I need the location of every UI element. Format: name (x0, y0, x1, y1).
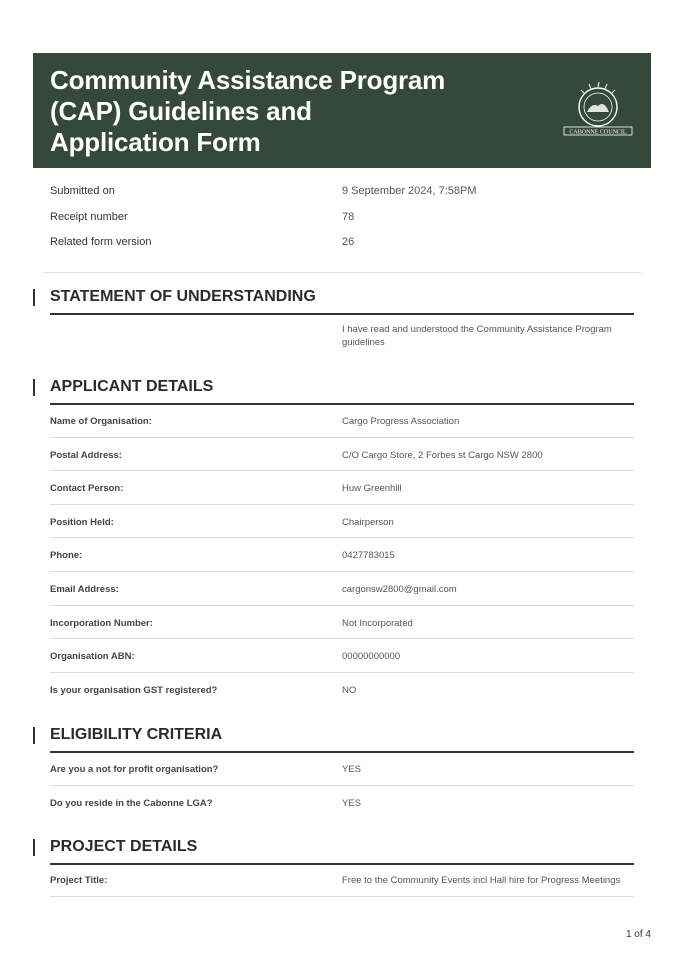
field-label: Are you a not for profit organisation? (50, 764, 219, 775)
section-title: APPLICANT DETAILS (50, 378, 214, 395)
meta-value: 26 (342, 236, 355, 248)
field-label: Email Address: (50, 583, 119, 595)
table-row (50, 438, 634, 472)
section-marker (33, 727, 35, 744)
logo-text: CABONNE COUNCIL (569, 129, 627, 136)
cabonne-council-logo (561, 82, 635, 140)
meta-row (50, 230, 640, 256)
table-row (50, 639, 634, 673)
section-title: PROJECT DETAILS (50, 838, 198, 855)
field-label: Position Held: (50, 516, 114, 528)
field-value: 00000000000 (342, 651, 401, 663)
field-label: Postal Address: (50, 449, 122, 461)
field-value: cargonsw2800@gmail.com (342, 583, 457, 595)
table-row (50, 538, 634, 572)
meta-value: 9 September 2024, 7:58PM (342, 185, 477, 197)
field-label: Is your organisation GST registered? (50, 684, 218, 696)
meta-label: Related form version (50, 236, 152, 248)
field-value: YES (342, 797, 362, 809)
section-marker (33, 289, 35, 306)
meta-row (50, 205, 640, 231)
applicant-rows (50, 404, 634, 706)
document-title: Community Assistance Program (CAP) Guidelines and Application Form (50, 65, 446, 157)
section-title: STATEMENT OF UNDERSTANDING (50, 288, 316, 305)
meta-label: Receipt number (50, 210, 128, 223)
field-value: Free to the Community Events incl Hall hire for Progress Meetings (342, 875, 621, 886)
section-marker (33, 839, 35, 856)
field-value: YES (342, 764, 362, 775)
field-label: Project Title: (50, 875, 108, 886)
field-label: Incorporation Number: (50, 617, 153, 629)
statement-text: I have read and understood the Community Assistance Program guidelines (342, 324, 612, 348)
field-value: Huw Greenhill (342, 483, 402, 495)
table-row (50, 863, 634, 897)
field-value: C/O Cargo Store, 2 Forbes st Cargo NSW 2800 (342, 449, 543, 461)
page-number: 1 of 4 (625, 929, 651, 940)
table-row (50, 471, 634, 505)
meta-row (50, 179, 640, 205)
field-label: Name of Organisation: (50, 416, 152, 427)
table-row (50, 404, 634, 438)
field-value: Chairperson (342, 516, 394, 528)
eligibility-rows (50, 752, 634, 819)
field-label: Phone: (50, 550, 83, 562)
field-value: 0427783015 (342, 550, 395, 562)
header-banner (33, 53, 651, 168)
table-row (50, 786, 634, 820)
table-row (50, 606, 634, 640)
section-rule (50, 313, 634, 315)
field-value: Cargo Progress Association (342, 416, 460, 427)
submission-meta (50, 179, 640, 256)
section-marker (33, 379, 35, 396)
section-title: ELIGIBILITY CRITERIA (50, 726, 223, 743)
field-value: Not Incorporated (342, 617, 413, 629)
table-row (50, 673, 634, 707)
field-label: Organisation ABN: (50, 651, 135, 663)
table-row (50, 752, 634, 786)
field-label: Do you reside in the Cabonne LGA? (50, 797, 213, 809)
field-value: NO (342, 684, 357, 696)
divider (43, 272, 641, 273)
meta-value: 78 (342, 210, 355, 223)
table-row (50, 505, 634, 539)
field-label: Contact Person: (50, 483, 124, 495)
table-row (50, 572, 634, 606)
meta-label: Submitted on (50, 185, 115, 197)
project-rows (50, 863, 634, 897)
